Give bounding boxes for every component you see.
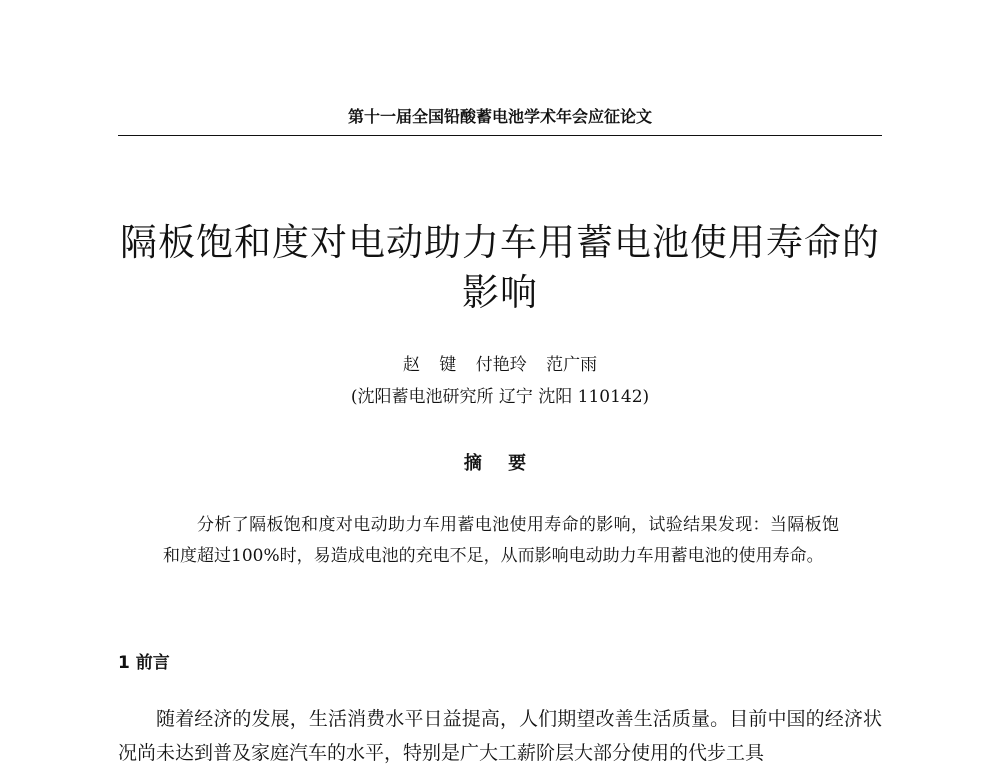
section-heading-intro: 1 前言 — [118, 653, 170, 673]
paper-title: 隔板饱和度对电动助力车用蓄电池使用寿命的影响 — [120, 221, 880, 314]
authors: 赵 键 付艳玲 范广雨 — [402, 355, 598, 375]
affiliation: (沈阳蓄电池研究所 辽宁 沈阳 110142) — [350, 387, 650, 407]
abstract-heading: 摘 要 — [463, 453, 537, 474]
abstract-text: 分析了隔板饱和度对电动助力车用蓄电池使用寿命的影响，试验结果发现：当隔板饱和度超过100%时，易造成电池的充电不足，从而影响电动助力车用蓄电池的使用寿命。 — [163, 515, 839, 566]
section-body-intro: 随着经济的发展，生活消费水平日益提高，人们期望改善生活质量。目前中国的经济状况尚未达到普及家庭汽车的水平，特别是广大工薪阶层大部分使用的代步工具 — [118, 708, 882, 764]
running-header: 第十一届全国铅酸蓄电池学术年会应征论文 — [118, 104, 882, 136]
